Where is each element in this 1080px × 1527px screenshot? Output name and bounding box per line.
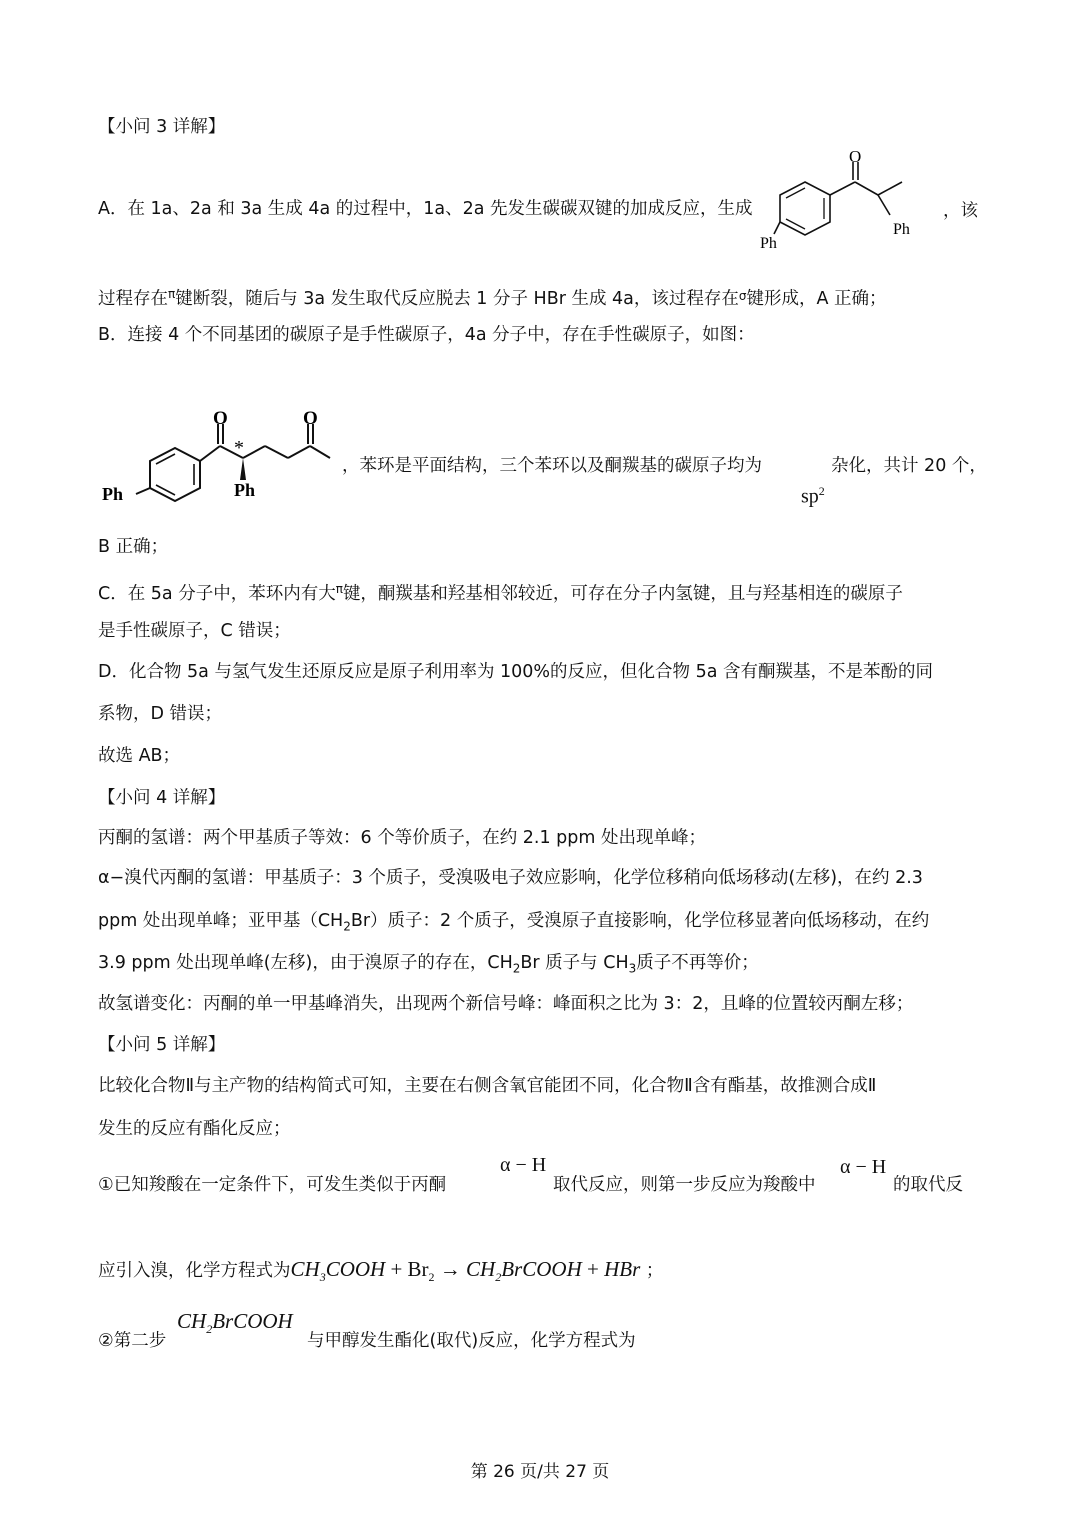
q3-b-end: B 正确； <box>98 537 169 557</box>
q3-c-line2: 是手性碳原子，C 错误； <box>98 621 291 641</box>
s2-chiral-star: * <box>234 437 244 459</box>
formula-ch2brcooh: $CH_2BrCOOH$ <box>177 1309 293 1337</box>
s1-ph-ring: Ph <box>760 235 777 252</box>
q5-line3-part2: 取代反应，则第一步反应为羧酸中 <box>553 1175 816 1195</box>
q3-b-line1: B．连接 4 个不同基团的碳原子是手性碳原子，4a 分子中，存在手性碳原子，如图： <box>98 325 755 345</box>
s2-ph-ring: Ph <box>102 484 124 504</box>
s2-oxygen-2: O <box>303 408 318 429</box>
s2-oxygen-1: O <box>213 408 228 429</box>
q5-line5-part2: 与甲醇发生酯化(取代)反应，化学方程式为 <box>307 1331 636 1351</box>
pi-symbol-2: π <box>335 582 343 596</box>
q3-a-tail: ，该 <box>943 201 978 221</box>
s2-ph-side: Ph <box>234 480 256 500</box>
pi-symbol: π <box>168 287 176 301</box>
q3-a-line1 <box>98 197 753 221</box>
q5-line3-part1: ①已知羧酸在一定条件下，可发生类似于丙酮 <box>98 1175 447 1195</box>
q4-line5: 故氢谱变化：丙酮的单一甲基峰消失，出现两个新信号峰：峰面积之比为 3：2，且峰的位置较丙酮左移； <box>98 994 914 1014</box>
s1-ph-side: Ph <box>893 221 910 238</box>
q3-c-line1: C．在 5a 分子中，苯环内有大$^\pi$键，酮羰基和羟基相邻较近，可存在分子内氢键，且与羟基相连的碳原子 <box>98 582 903 604</box>
structure-intermediate <box>760 150 940 260</box>
equation: $CH_3COOH + Br_2$ → $CH_2BrCOOH$ + HBr <box>290 1257 641 1285</box>
alpha-h-1: α − H <box>500 1154 547 1176</box>
q4-line4: 3.9 ppm 处出现单峰(左移)，由于溴原子的存在，$CH_2Br$ 质子与 $CH_3$质子不再等价； <box>98 953 759 976</box>
page-footer: 第 26 页/共 27 页 <box>470 1462 610 1482</box>
q3-b-after-structure: ，苯环是平面结构，三个苯环以及酮羰基的碳原子均为 <box>342 456 762 476</box>
q3-d-line2: 系物，D 错误； <box>98 704 223 724</box>
sp2-label: $sp^2$ <box>801 484 825 508</box>
q4-line2: α−溴代丙酮的氢谱：甲基质子：3 个质子，受溴吸电子效应影响，化学位移稍向低场移动(左移)，在约 2.3 <box>98 868 923 888</box>
alpha-h-2: α − H <box>840 1156 887 1178</box>
q5-line3-part3: 的取代反 <box>893 1175 963 1195</box>
q3-answer: 故选 AB； <box>98 746 181 766</box>
q4-line1: 丙酮的氢谱：两个甲基质子等效：6 个等价质子，在约 2.1 ppm 处出现单峰； <box>98 828 706 848</box>
q3-d-line1: D．化合物 5a 与氢气发生还原反应是原子利用率为 100%的反应，但化合物 5a 含有酮羰基，不是苯酚的同 <box>98 662 934 682</box>
q4-header: 【小问 4 详解】 <box>98 788 226 808</box>
q4-line3: ppm 处出现单峰；亚甲基$(CH_2Br)$质子：2 个质子，受溴原子直接影响，化学位移显著向低场移动，在约 <box>98 911 930 934</box>
q3-header: 【小问 3 详解】 <box>98 117 226 137</box>
q3-a-text: A．在 1a、2a 和 3a 生成 4a 的过程中，1a、2a 先发生碳碳双键的加成反应，生成 <box>98 199 753 219</box>
q5-line4: 应引入溴，化学方程式为$CH_3COOH + Br_2$ → $CH_2BrCOOH$ + HBr ； <box>98 1257 664 1285</box>
q5-line5-part1: ②第二步 <box>98 1331 167 1351</box>
structure-4a <box>100 400 340 510</box>
q3-b-hybrid: 杂化，共计 20 个， <box>831 456 987 476</box>
q3-a-line2: 过程存在$^\pi$键断裂，随后与 3a 发生取代反应脱去 1 分子 HBr 生成 4a，该过程存在$^\sigma$键形成，A 正确； <box>98 287 887 309</box>
sigma-symbol: σ <box>738 289 747 303</box>
s1-oxygen: O <box>849 150 862 166</box>
q5-line2: 发生的反应有酯化反应； <box>98 1119 291 1139</box>
q5-header: 【小问 5 详解】 <box>98 1035 226 1055</box>
q5-line1: 比较化合物Ⅱ与主产物的结构简式可知，主要在右侧含氧官能团不同，化合物Ⅱ含有酯基，故推测合成Ⅱ <box>98 1076 877 1096</box>
